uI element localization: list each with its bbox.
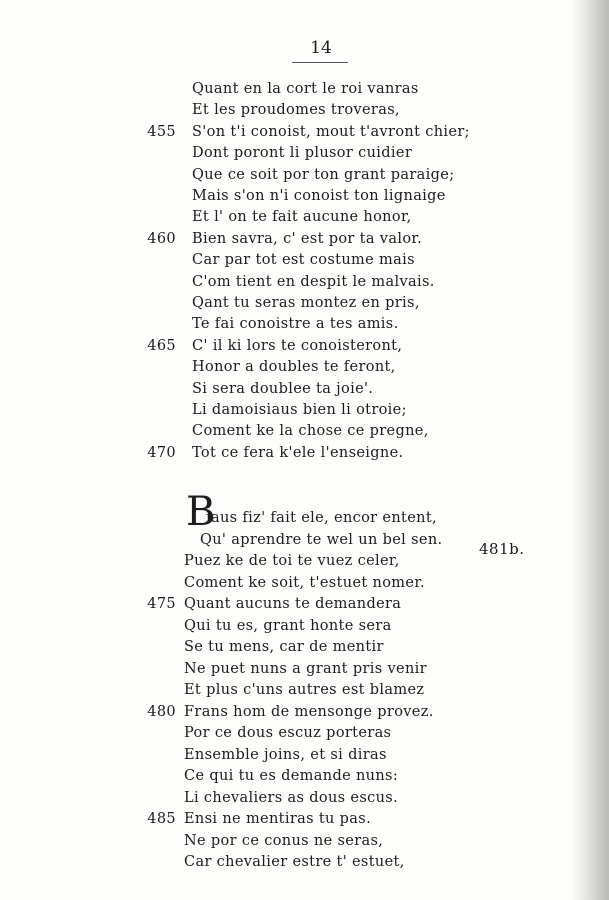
verse-text: Quant aucuns te demandera	[184, 596, 402, 612]
verse-text: Ensi ne mentiras tu pas.	[184, 811, 372, 827]
drop-cap: B	[186, 489, 216, 535]
verse-text: iaus fiz' fait ele, encor entent,	[206, 510, 437, 526]
verse-text: Tot ce fera k'ele l'enseigne.	[192, 444, 404, 461]
line-number: 460	[147, 230, 176, 247]
verse-text: Bien savra, c' est por ta valor.	[192, 230, 423, 247]
verse-text: Si sera doublee ta joie'.	[192, 380, 374, 397]
verse-text: Coment ke la chose ce pregne,	[192, 423, 429, 440]
verse-text: Ce qui tu es demande nuns:	[184, 768, 399, 784]
verse-text: Se tu mens, car de mentir	[184, 639, 384, 655]
verse-text: C' il ki lors te conoisteront,	[192, 337, 403, 354]
verse-text: Puez ke de toi te vuez celer,	[184, 553, 400, 569]
verse-text: Honor a doubles te feront,	[192, 359, 396, 376]
page-edge-shadow	[571, 0, 609, 900]
verse-text: S'on t'i conoist, mout t'avront chier;	[192, 123, 470, 140]
page-number: 14	[310, 38, 332, 58]
line-number: 455	[147, 123, 176, 140]
verse-text: Te fai conoistre a tes amis.	[192, 316, 399, 333]
verse-text: Et l' on te fait aucune honor,	[192, 209, 412, 226]
verse-text: Por ce dous escuz porteras	[184, 725, 392, 741]
verse-text: Qant tu seras montez en pris,	[192, 295, 420, 311]
page-number-rule	[292, 62, 348, 63]
verse-text: Qui tu es, grant honte sera	[184, 617, 392, 634]
verse-text: Coment ke soit, t'estuet nomer.	[184, 574, 425, 591]
verse-text: Et les proudomes troveras,	[192, 102, 400, 119]
verse-text: Dont poront li plusor cuidier	[192, 145, 413, 162]
verse-text: Li damoisiaus bien li otroie;	[192, 402, 407, 418]
verse-text: Mais s'on n'i conoist ton lignaige	[192, 188, 446, 204]
folio-note: 481b.	[479, 540, 525, 558]
verse-text: Ne por ce conus ne seras,	[184, 832, 384, 849]
verse-text: Qu' aprendre te wel un bel sen.	[200, 531, 443, 548]
line-number: 485	[147, 811, 176, 827]
verse-text: Ne puet nuns a grant pris venir	[184, 660, 427, 677]
verse-text: Ensemble joins, et si diras	[184, 746, 387, 763]
line-number: 470	[147, 444, 176, 461]
line-number: 475	[147, 596, 176, 612]
verse-text: Li chevaliers as dous escus.	[184, 789, 399, 806]
verse-text: Frans hom de mensonge provez.	[184, 703, 434, 720]
line-number: 480	[147, 703, 176, 720]
verse-text: C'om tient en despit le malvais.	[192, 273, 435, 290]
verse-text: Et plus c'uns autres est blamez	[184, 682, 425, 698]
verse-text: Car par tot est costume mais	[192, 252, 415, 269]
verse-text: Quant en la cort le roi vanras	[192, 81, 419, 97]
verse-text: Car chevalier estre t' estuet,	[184, 854, 405, 870]
verse-text: Que ce soit por ton grant paraige;	[192, 166, 455, 183]
line-number: 465	[147, 337, 176, 354]
